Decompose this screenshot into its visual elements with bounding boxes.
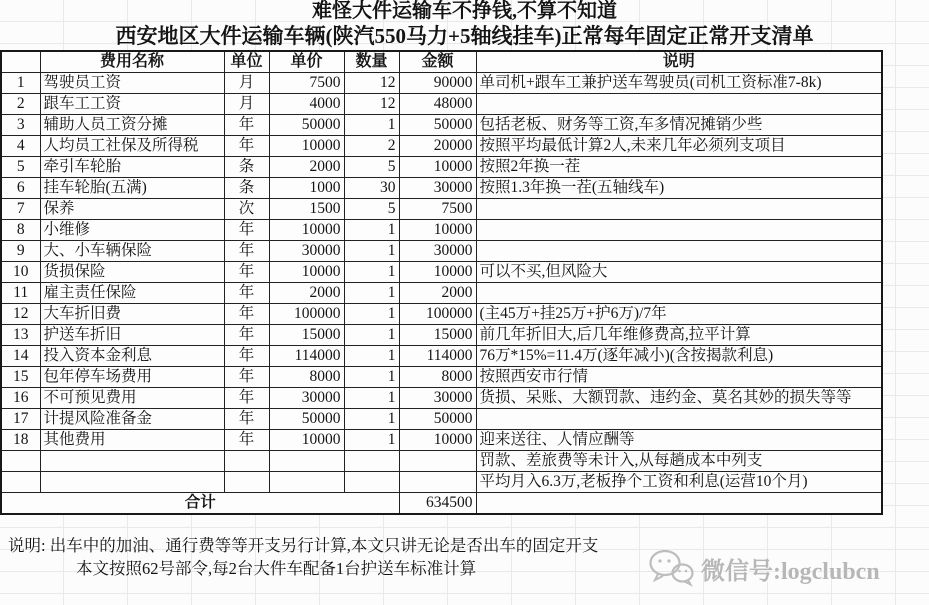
cell-amount: 15000	[399, 325, 476, 346]
cell-name: 大车折旧费	[40, 304, 224, 325]
cell-num: 12	[1, 304, 40, 325]
cell-amount: 10000	[399, 262, 476, 283]
cell-unit: 年	[224, 346, 269, 367]
cell-name: 计提风险准备金	[40, 409, 224, 430]
header-cell-qty: 数量	[344, 51, 399, 73]
cell-desc	[476, 409, 882, 430]
cell-qty: 12	[344, 94, 399, 115]
cell-desc: 平均月入6.3万,老板挣个工资和利息(运营10个月)	[476, 472, 882, 493]
cell-unit: 月	[224, 73, 269, 94]
cell-unit: 年	[224, 262, 269, 283]
cell-desc: 单司机+跟车工兼护送车驾驶员(司机工资标准7-8k)	[476, 73, 882, 94]
cell-num: 3	[1, 115, 40, 136]
cell-amount: 10000	[399, 220, 476, 241]
cell-qty: 30	[344, 178, 399, 199]
expense-table	[0, 50, 883, 515]
cell-qty: 1	[344, 241, 399, 262]
cell-price: 10000	[269, 262, 344, 283]
cell-desc	[476, 220, 882, 241]
cell-qty: 1	[344, 304, 399, 325]
table-row	[1, 136, 882, 157]
cell-amount: 30000	[399, 178, 476, 199]
cell-unit: 年	[224, 136, 269, 157]
cell-name: 保养	[40, 199, 224, 220]
cell-name: 不可预见费用	[40, 388, 224, 409]
cell-desc: 按照1.3年换一茬(五轴线车)	[476, 178, 882, 199]
cell-qty: 12	[344, 73, 399, 94]
cell-price: 2000	[269, 283, 344, 304]
cell-amount: 20000	[399, 136, 476, 157]
cell-num: 17	[1, 409, 40, 430]
table-row	[1, 220, 882, 241]
table-row	[1, 283, 882, 304]
total-row	[1, 493, 882, 515]
cell-amount: 114000	[399, 346, 476, 367]
cell-amount: 8000	[399, 367, 476, 388]
table-row	[1, 367, 882, 388]
cell-unit: 年	[224, 325, 269, 346]
total-desc	[476, 493, 882, 515]
cell-amount: 100000	[399, 304, 476, 325]
cell-name: 辅助人员工资分摊	[40, 115, 224, 136]
cell-price: 4000	[269, 94, 344, 115]
cell-desc	[476, 241, 882, 262]
cell-price: 10000	[269, 220, 344, 241]
cell-amount: 50000	[399, 409, 476, 430]
cell-desc: (主45万+挂25万+护6万)/7年	[476, 304, 882, 325]
cell-amount: 50000	[399, 115, 476, 136]
cell-amount: 48000	[399, 94, 476, 115]
table-row	[1, 73, 882, 94]
cell-price: 100000	[269, 304, 344, 325]
cell-name	[40, 451, 224, 472]
wechat-icon	[648, 549, 694, 587]
table-row	[1, 472, 882, 493]
cell-amount: 30000	[399, 388, 476, 409]
cell-name: 包年停车场费用	[40, 367, 224, 388]
cell-unit: 年	[224, 388, 269, 409]
cell-price: 7500	[269, 73, 344, 94]
cell-qty: 1	[344, 346, 399, 367]
cell-amount: 2000	[399, 283, 476, 304]
cell-name: 货损保险	[40, 262, 224, 283]
cell-name: 驾驶员工资	[40, 73, 224, 94]
header-row	[1, 51, 882, 73]
cell-qty: 1	[344, 388, 399, 409]
cell-amount: 10000	[399, 430, 476, 451]
cell-desc: 包括老板、财务等工资,车多情况摊销少些	[476, 115, 882, 136]
cell-name: 投入资本金利息	[40, 346, 224, 367]
cell-price: 1000	[269, 178, 344, 199]
cell-unit: 条	[224, 178, 269, 199]
header-cell-desc: 说明	[476, 51, 882, 73]
cell-num: 18	[1, 430, 40, 451]
cell-qty: 1	[344, 262, 399, 283]
cell-num: 2	[1, 94, 40, 115]
cell-unit: 年	[224, 304, 269, 325]
cell-desc: 76万*15%=11.4万(逐年减小)(含按揭款利息)	[476, 346, 882, 367]
cell-qty: 1	[344, 115, 399, 136]
header-cell-amount: 金额	[399, 51, 476, 73]
table-row	[1, 115, 882, 136]
cell-amount	[399, 472, 476, 493]
table-row	[1, 157, 882, 178]
cell-num: 8	[1, 220, 40, 241]
cell-unit: 月	[224, 94, 269, 115]
cell-price: 10000	[269, 136, 344, 157]
cell-num: 15	[1, 367, 40, 388]
table-row	[1, 388, 882, 409]
cell-desc: 可以不买,但风险大	[476, 262, 882, 283]
cell-unit: 条	[224, 157, 269, 178]
header-cell-name: 费用名称	[40, 51, 224, 73]
cell-price: 1500	[269, 199, 344, 220]
cell-unit: 年	[224, 283, 269, 304]
cell-name: 雇主责任保险	[40, 283, 224, 304]
cell-name: 跟车工工资	[40, 94, 224, 115]
header-cell-price: 单价	[269, 51, 344, 73]
cell-amount: 7500	[399, 199, 476, 220]
cell-price: 10000	[269, 430, 344, 451]
cell-unit: 年	[224, 115, 269, 136]
cell-num: 13	[1, 325, 40, 346]
cell-qty	[344, 451, 399, 472]
cell-name: 小维修	[40, 220, 224, 241]
cell-unit: 年	[224, 409, 269, 430]
table-row	[1, 178, 882, 199]
table-row	[1, 430, 882, 451]
cell-amount	[399, 451, 476, 472]
cell-price: 50000	[269, 115, 344, 136]
cell-qty: 1	[344, 220, 399, 241]
table-row	[1, 325, 882, 346]
cell-unit	[224, 451, 269, 472]
page-subtitle: 西安地区大件运输车辆(陕汽550马力+5轴线挂车)正常每年固定正常开支清单	[115, 24, 814, 48]
cell-unit: 年	[224, 367, 269, 388]
cell-num: 4	[1, 136, 40, 157]
cell-desc: 迎来送往、人情应酬等	[476, 430, 882, 451]
header-cell-num	[1, 51, 40, 73]
cell-num	[1, 472, 40, 493]
cell-name: 其他费用	[40, 430, 224, 451]
cell-amount: 90000	[399, 73, 476, 94]
cell-price	[269, 472, 344, 493]
footer-line2: 本文按照62号部令,每2台大件车配备1台护送车标准计算	[76, 559, 477, 578]
cell-num: 1	[1, 73, 40, 94]
cell-num: 5	[1, 157, 40, 178]
cell-desc: 前几年折旧大,后几年维修费高,拉平计算	[476, 325, 882, 346]
cell-price: 2000	[269, 157, 344, 178]
cell-qty: 1	[344, 283, 399, 304]
cell-name: 挂车轮胎(五满)	[40, 178, 224, 199]
footer-label: 说明:	[8, 536, 46, 555]
cell-name: 牵引车轮胎	[40, 157, 224, 178]
cell-price: 8000	[269, 367, 344, 388]
table-row	[1, 346, 882, 367]
cell-unit: 年	[224, 241, 269, 262]
cell-desc	[476, 283, 882, 304]
cell-name: 大、小车辆保险	[40, 241, 224, 262]
cell-qty: 2	[344, 136, 399, 157]
cell-qty	[344, 472, 399, 493]
cell-desc: 按照西安市行情	[476, 367, 882, 388]
table-row	[1, 409, 882, 430]
cell-qty: 5	[344, 157, 399, 178]
total-label: 合计	[1, 493, 399, 515]
cell-price: 15000	[269, 325, 344, 346]
page-title: 难怪大件运输车不挣钱,不算不知道	[312, 0, 617, 22]
cell-unit: 次	[224, 199, 269, 220]
cell-price: 30000	[269, 388, 344, 409]
cell-price: 30000	[269, 241, 344, 262]
cell-price: 50000	[269, 409, 344, 430]
cell-name: 人均员工社保及所得税	[40, 136, 224, 157]
watermark-label: 微信号:logclubcn	[701, 558, 880, 585]
watermark	[648, 549, 880, 587]
footer-line1-text: 出车中的加油、通行费等等开支另行计算,本文只讲无论是否出车的固定开支	[49, 536, 599, 555]
cell-num: 9	[1, 241, 40, 262]
cell-qty: 5	[344, 199, 399, 220]
table-row	[1, 199, 882, 220]
cell-name: 护送车折旧	[40, 325, 224, 346]
cell-num	[1, 451, 40, 472]
cell-desc: 按照2年换一茬	[476, 157, 882, 178]
cell-desc: 按照平均最低计算2人,未来几年必须列支项目	[476, 136, 882, 157]
cell-desc	[476, 199, 882, 220]
table-row	[1, 304, 882, 325]
cell-price	[269, 451, 344, 472]
cell-qty: 1	[344, 430, 399, 451]
cell-unit	[224, 472, 269, 493]
cell-amount: 10000	[399, 157, 476, 178]
cell-unit: 年	[224, 220, 269, 241]
cell-desc: 货损、呆账、大额罚款、违约金、莫名其妙的损失等等	[476, 388, 882, 409]
cell-amount: 30000	[399, 241, 476, 262]
cell-num: 16	[1, 388, 40, 409]
cell-price: 114000	[269, 346, 344, 367]
total-amount: 634500	[399, 493, 476, 515]
cell-unit: 年	[224, 430, 269, 451]
cell-num: 7	[1, 199, 40, 220]
table-row	[1, 262, 882, 283]
cell-qty: 1	[344, 325, 399, 346]
cell-desc	[476, 94, 882, 115]
table-row	[1, 241, 882, 262]
cell-num: 6	[1, 178, 40, 199]
table-row	[1, 451, 882, 472]
cell-name	[40, 472, 224, 493]
header-cell-unit: 单位	[224, 51, 269, 73]
cell-qty: 1	[344, 367, 399, 388]
table-row	[1, 94, 882, 115]
cell-num: 10	[1, 262, 40, 283]
cell-desc: 罚款、差旅费等未计入,从每趟成本中列支	[476, 451, 882, 472]
cell-num: 11	[1, 283, 40, 304]
cell-qty: 1	[344, 409, 399, 430]
cell-num: 14	[1, 346, 40, 367]
